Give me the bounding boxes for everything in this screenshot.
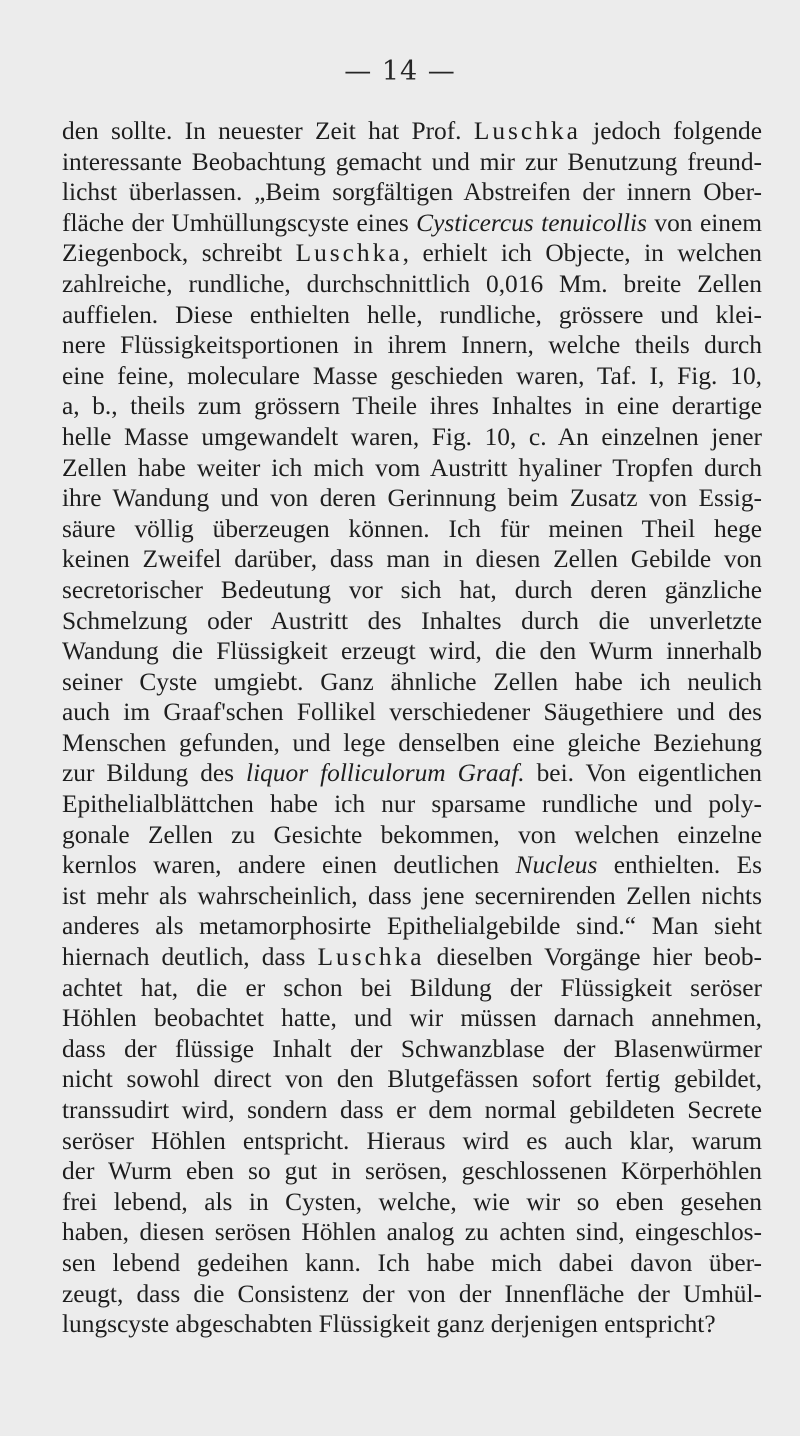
text-segment: säure völlig überzeugen können. Ich für meinen Theil hege: [62, 514, 762, 543]
text-segment: transsudirt wird, sondern dass er dem normal gebildeten Secrete: [62, 1096, 762, 1124]
text-segment: den sollte. In neuester Zeit hat Prof.: [62, 117, 474, 145]
text-line: [62, 1217, 762, 1248]
text-segment: nere Flüssigkeitsportionen in ihrem Innern, welche theils durch: [62, 331, 762, 360]
text-line: [62, 973, 762, 1004]
text-segment: bei. Von eigentlichen: [524, 759, 762, 788]
text-segment: fläche der Umhüllungscyste eines: [62, 208, 417, 237]
text-line: [62, 911, 762, 942]
text-segment: auch im Graaf'schen Follikel verschiedener Säugethiere und des: [62, 698, 762, 727]
author-name: Luschka: [295, 239, 403, 268]
author-name: Luschka: [317, 943, 425, 972]
text-segment: frei lebend, als in Cysten, welche, wie wir so eben gesehen: [62, 1187, 762, 1216]
text-segment: lungscyste abgeschabten Flüssigkeit ganz derjenigen entspricht?: [62, 1310, 716, 1339]
text-segment: der Wurm eben so gut in serösen, geschlossenen Körperhöhlen: [62, 1157, 762, 1186]
body-text: [62, 116, 762, 1340]
text-line: [62, 1248, 762, 1279]
text-segment: zur Bildung des: [62, 759, 247, 788]
text-line: [62, 391, 762, 422]
text-segment: dass der flüssige Inhalt der Schwanzblase der Blasenwürmer: [62, 1034, 762, 1063]
text-segment: haben, diesen serösen Höhlen analog zu achten sind, eingeschlos-: [62, 1218, 762, 1247]
text-line: [62, 636, 762, 667]
text-segment: dieselben Vorgänge hier beob-: [424, 943, 762, 972]
text-line: [62, 1279, 762, 1310]
text-segment: Ziegenbock, schreibt: [62, 239, 296, 268]
text-segment: lichst überlassen. „Beim sorgfältigen Abstreifen der innern Ober-: [62, 178, 762, 207]
text-line: [62, 1064, 762, 1095]
text-line: [62, 177, 762, 208]
text-segment: Höhlen beobachtet hatte, und wir müssen darnach annehmen,: [62, 1004, 762, 1033]
text-segment: seiner Cyste umgiebt. Ganz ähnliche Zellen habe ich neulich: [62, 667, 762, 696]
text-line: [62, 881, 762, 912]
text-line: [62, 850, 762, 881]
text-segment: Menschen gefunden, und lege denselben eine gleiche Beziehung: [62, 728, 762, 757]
text-segment: auffielen. Diese enthielten helle, rundliche, grössere und klei-: [62, 300, 762, 329]
text-segment: enthielten. Es: [597, 851, 763, 880]
page-number: — 14 —: [344, 56, 456, 87]
text-segment: , erhielt ich Objecte, in welchen: [402, 239, 762, 268]
text-line: [62, 483, 762, 514]
text-segment: eine feine, moleculare Masse geschieden waren, Taf. I, Fig. 10,: [62, 361, 762, 390]
text-line: [62, 361, 762, 392]
text-segment: Zellen habe weiter ich mich vom Austritt hyaliner Tropfen durch: [62, 453, 762, 482]
text-line: [62, 697, 762, 728]
text-segment: seröser Höhlen entspricht. Hieraus wird es auch klar, warum: [62, 1126, 762, 1155]
text-segment: sen lebend gedeihen kann. Ich habe mich dabei davon über-: [62, 1248, 762, 1277]
text-segment: Schmelzung oder Austritt des Inhaltes durch die unverletzte: [62, 606, 762, 635]
text-line: [62, 1126, 762, 1157]
text-line: [62, 238, 762, 269]
text-line: [62, 147, 762, 178]
text-segment: achtet hat, die er schon bei Bildung der Flüssigkeit seröser: [62, 973, 762, 1002]
text-line: [62, 789, 762, 820]
text-line: [62, 728, 762, 759]
text-line: [62, 422, 762, 453]
text-segment: a, b., theils zum grössern Theile ihres Inhaltes in eine derartige: [62, 392, 762, 421]
text-line: [62, 758, 762, 789]
text-line: [62, 667, 762, 698]
text-segment: hiernach deutlich, dass: [62, 943, 318, 972]
text-line: [62, 1187, 762, 1218]
italic-term: Cysticercus tenuicollis: [416, 208, 647, 237]
text-line: [62, 942, 762, 973]
text-segment: zeugt, dass die Consistenz der von der Innenfläche der Umhül-: [62, 1279, 762, 1308]
text-segment: ihre Wandung und von deren Gerinnung beim Zusatz von Essig-: [62, 484, 762, 513]
author-name: Luschka: [473, 117, 581, 145]
text-segment: ist mehr als wahrscheinlich, dass jene secernirenden Zellen nichts: [62, 881, 762, 910]
text-line: [62, 1095, 762, 1126]
text-segment: nicht sowohl direct von den Blutgefässen sofort fertig gebildet,: [62, 1065, 762, 1094]
text-line: [62, 208, 762, 239]
text-segment: zahlreiche, rundliche, durchschnittlich 0,016 Mm. breite Zellen: [62, 269, 762, 298]
text-line: [62, 269, 762, 300]
text-line: [62, 330, 762, 361]
text-segment: secretorischer Bedeutung vor sich hat, durch deren gänzliche: [62, 575, 762, 604]
text-line: [62, 1034, 762, 1065]
text-line: [62, 116, 762, 147]
text-line: [62, 300, 762, 331]
italic-term: liquor folliculorum Graaf.: [246, 759, 525, 788]
text-line: [62, 606, 762, 637]
text-line: [62, 1156, 762, 1187]
text-line: [62, 544, 762, 575]
text-line: [62, 820, 762, 851]
text-segment: von einem: [646, 208, 762, 237]
text-segment: kernlos waren, andere einen deutlichen: [62, 851, 516, 880]
text-segment: gonale Zellen zu Gesichte bekommen, von welchen einzelne: [62, 820, 762, 849]
text-line: [62, 1309, 762, 1340]
text-line: [62, 575, 762, 606]
text-segment: Wandung die Flüssigkeit erzeugt wird, die den Wurm innerhalb: [62, 637, 762, 666]
text-line: [62, 1003, 762, 1034]
italic-term: Nucleus: [515, 851, 598, 880]
text-segment: Epithelialblättchen habe ich nur sparsame rundliche und poly-: [62, 790, 762, 819]
text-line: [62, 514, 762, 545]
text-line: [62, 453, 762, 484]
text-segment: helle Masse umgewandelt waren, Fig. 10, c. An einzelnen jener: [62, 422, 762, 451]
text-segment: anderes als metamorphosirte Epithelialgebilde sind.“ Man sieht: [62, 912, 762, 941]
text-segment: interessante Beobachtung gemacht und mir zur Benutzung freund-: [62, 147, 762, 176]
text-segment: jedoch folgende: [580, 117, 762, 145]
text-segment: keinen Zweifel darüber, dass man in diesen Zellen Gebilde von: [62, 545, 762, 574]
